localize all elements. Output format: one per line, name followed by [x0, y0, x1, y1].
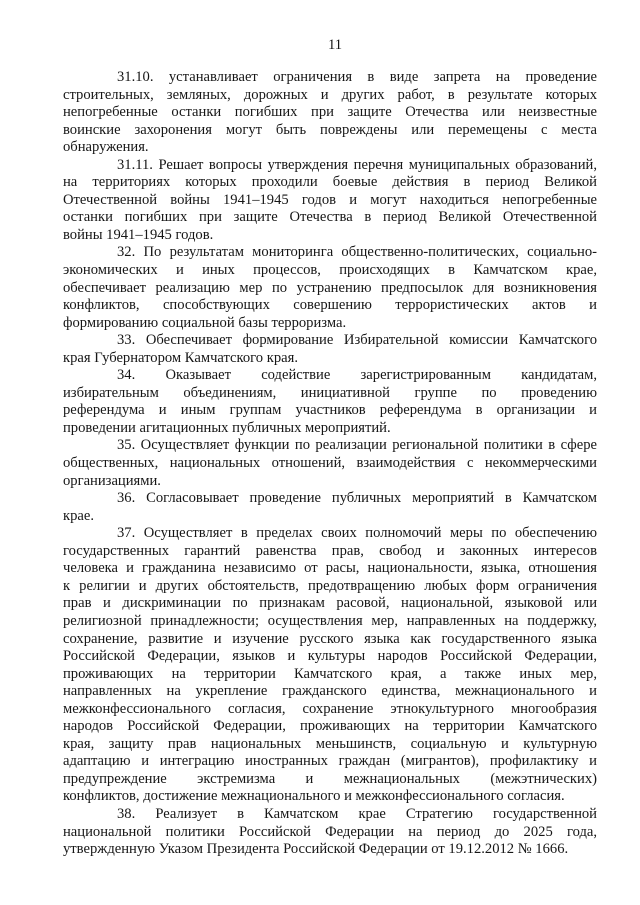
text-line: направленных на укрепление гражданского единства, межнационального и: [63, 683, 597, 700]
text-line: адаптацию и интеграцию иностранных граждан (мигрантов), профилактику и: [63, 753, 597, 770]
text-line: 35. Осуществляет функции по реализации региональной политики в сфере: [117, 437, 597, 454]
paragraph: [63, 437, 597, 490]
paragraph: [63, 332, 597, 367]
text-line: Российской Федерации, языков и культуры народов Российской Федерации,: [63, 648, 597, 665]
text-line: Отечественной войны 1941–1945 годов и могут находиться непогребенные: [63, 191, 597, 208]
paragraph: [63, 244, 597, 332]
text-line: 32. По результатам мониторинга общественно-политических, социально-: [117, 244, 597, 261]
text-line: края, защиту прав национальных меньшинств, социальную и культурную: [63, 735, 597, 752]
text-line: войны 1941–1945 годов.: [63, 226, 214, 243]
text-line: утвержденную Указом Президента Российской Федерации от 19.12.2012 № 1666.: [63, 841, 569, 858]
text-line: проведении агитационных публичных мероприятий.: [63, 419, 391, 436]
text-block: [63, 69, 597, 859]
text-line: религиозной принадлежности; осуществления мер, направленных на поддержку,: [63, 612, 597, 629]
text-line: обнаружения.: [63, 139, 149, 156]
text-line: народов Российской Федерации, проживающих на территории Камчатского: [63, 718, 597, 735]
text-line: государственных гарантий равенства прав, свобод и законных интересов: [63, 542, 597, 559]
text-line: экономических и иных процессов, происходящих в Камчатском крае,: [63, 262, 597, 279]
text-line: обеспечивает реализацию мер по устранению предпосылок для возникновения: [63, 279, 597, 296]
text-line: сохранение, развитие и изучение русского языка как государственного языка: [63, 630, 597, 647]
text-line: конфликтов, способствующих совершению террористических актов и: [63, 297, 597, 314]
text-line: предупреждение экстремизма и межнациональных (межэтнических): [63, 770, 597, 787]
text-line: непогребенные останки погибших при защите Отечества или неизвестные: [63, 104, 597, 121]
text-line: прав и дискриминации по признакам расовой, национальной, языковой или: [63, 595, 597, 612]
text-line: воинские захоронения могут быть повреждены или перемещены с места: [63, 121, 597, 138]
text-line: национальной политики Российской Федерации на период до 2025 года,: [63, 823, 597, 840]
text-line: избирательным объединениям, инициативной группе по проведению: [63, 384, 597, 401]
text-line: на территориях которых проходили боевые действия в период Великой: [63, 174, 597, 191]
text-line: останки погибших при защите Отечества в период Великой Отечественной: [63, 209, 597, 226]
text-line: к религии и других обстоятельств, предотвращению любых форм ограничения: [63, 577, 597, 594]
text-line: 31.10. устанавливает ограничения в виде запрета на проведение: [117, 69, 597, 85]
text-line: организациями.: [63, 472, 161, 489]
text-line: референдума и иным группам участников референдума в организации и: [63, 402, 597, 419]
page-number: 11: [327, 37, 343, 53]
text-line: общественных, национальных отношений, взаимодействия с некоммерческими: [63, 455, 597, 472]
text-line: формированию социальной базы терроризма.: [63, 314, 347, 331]
text-line: 37. Осуществляет в пределах своих полномочий меры по обеспечению: [117, 525, 597, 542]
text-line: межконфессионального согласия, сохранение этнокультурного многообразия: [63, 700, 597, 717]
paragraph: [63, 367, 597, 437]
text-line: 36. Согласовывает проведение публичных мероприятий в Камчатском: [117, 490, 597, 507]
text-line: строительных, земляных, дорожных и других работ, в результате которых: [63, 86, 597, 103]
text-line: проживающих на территории Камчатского края, а также иных мер,: [63, 665, 597, 682]
text-line: 34. Оказывает содействие зарегистрированным кандидатам,: [117, 367, 597, 384]
paragraph: [63, 525, 597, 806]
paragraph: [63, 490, 597, 525]
text-line: 38. Реализует в Камчатском крае Стратегию государственной: [117, 805, 597, 822]
paragraph: [63, 69, 597, 157]
paragraph: [63, 806, 597, 859]
text-line: крае.: [63, 507, 94, 524]
text-line: человека и гражданина независимо от расы, национальности, языка, отношения: [63, 560, 597, 577]
text-line: 31.11. Решает вопросы утверждения перечня муниципальных образований,: [117, 156, 597, 173]
text-line: 33. Обеспечивает формирование Избирательной комиссии Камчатского: [117, 332, 597, 349]
paragraph: [63, 157, 597, 245]
text-line: края Губернатором Камчатского края.: [63, 349, 298, 366]
text-line: конфликтов, достижение межнационального и межконфессионального согласия.: [63, 788, 565, 805]
